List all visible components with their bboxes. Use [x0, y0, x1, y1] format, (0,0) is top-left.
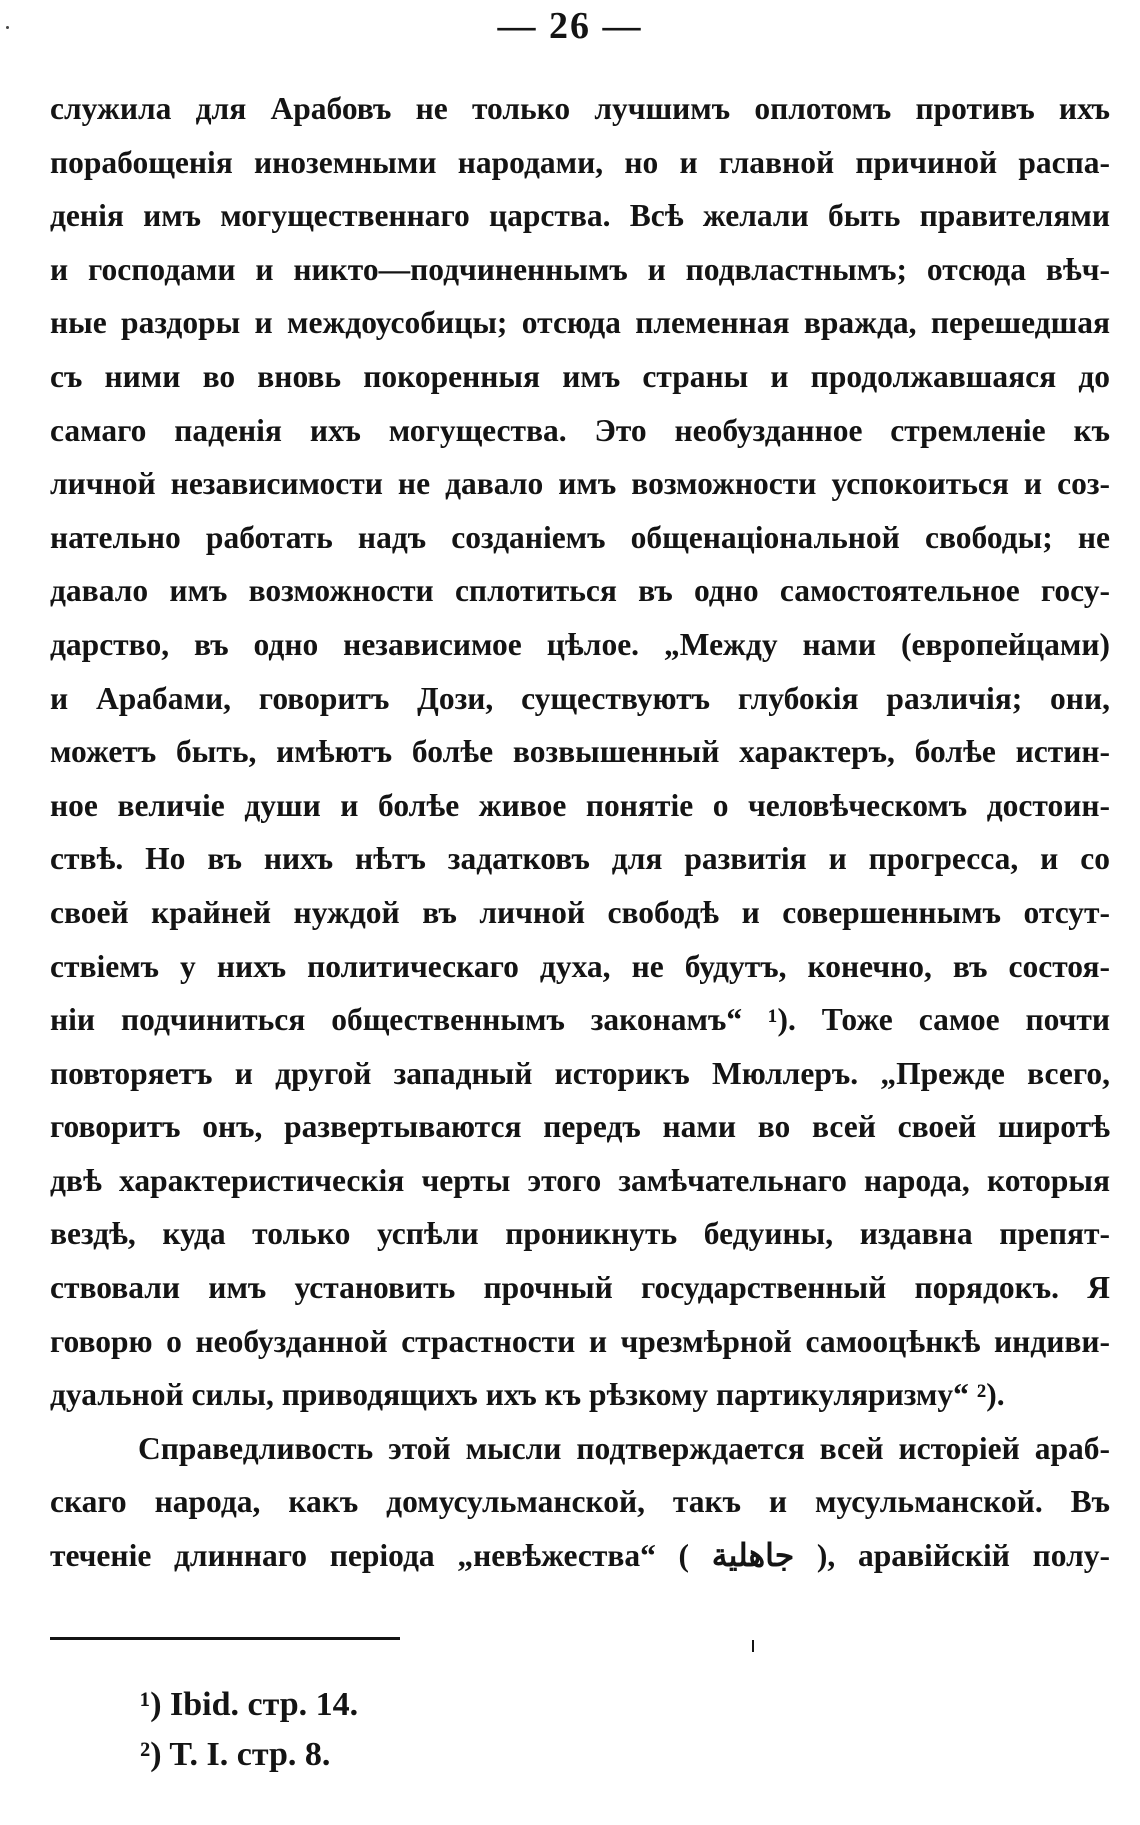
text-line: дуальной силы, приводящихъ ихъ къ рѣзкому партикуляризму“ ²). [50, 1377, 1005, 1413]
text-line: говоритъ онъ, развертываются передъ нами во всей своей широтѣ [50, 1109, 1110, 1145]
text-line: и господами и никто—подчиненнымъ и подвластнымъ; отсюда вѣч- [50, 251, 1110, 287]
text-line: ніи подчиниться общественнымъ законамъ“ ¹). Тоже самое почти [50, 1002, 1110, 1038]
text-line: нательно работать надъ созданіемъ общенаціональной свободы; не [50, 519, 1110, 555]
main-text [50, 82, 1110, 1583]
text-line: съ ними во вновь покоренныя имъ страны и продолжавшаяся до [50, 358, 1110, 394]
text-line: денія имъ могущественнаго царства. Всѣ желали быть правителями [50, 198, 1110, 234]
text-line: ствіемъ у нихъ политическаго духа, не будутъ, конечно, въ состоя- [50, 948, 1110, 984]
page-number: — 26 — [497, 5, 643, 47]
text-line: вездѣ, куда только успѣли проникнуть бедуины, издавна препят- [50, 1216, 1110, 1252]
text-line: дарство, въ одно независимое цѣлое. „Между нами (европейцами) [50, 626, 1110, 662]
text-line: ные раздоры и междоусобицы; отсюда племенная вражда, перешедшая [50, 305, 1110, 341]
text-line: служила для Арабовъ не только лучшимъ оплотомъ противъ ихъ [50, 91, 1110, 126]
text-line: скаго народа, какъ домусульманской, такъ и мусульманской. Въ [50, 1484, 1110, 1520]
text-line: давало имъ возможности сплотиться въ одно самостоятельное госу- [50, 573, 1110, 609]
text-line: и Арабами, говоритъ Дози, существуютъ глубокія различія; они, [50, 680, 1110, 716]
footnotes [140, 1680, 358, 1780]
text-line: теченіе длиннаго періода „невѣжества“ ( جاهلية ), аравійскій полу- [50, 1538, 1111, 1574]
text-line: говорю о необузданной страстности и чрезмѣрной самооцѣнкѣ индиви- [50, 1323, 1110, 1359]
scan-mark [752, 1640, 754, 1652]
text-line: Справедливость этой мысли подтверждается всей исторіей араб- [138, 1430, 1110, 1466]
footnote-1: ¹) Ibid. стр. 14. [140, 1686, 359, 1723]
text-line: двѣ характеристическія черты этого замѣчательнаго народа, которыя [50, 1162, 1110, 1198]
text-line: ствѣ. Но въ нихъ нѣтъ задатковъ для развитія и прогресса, и со [50, 841, 1110, 877]
text-line: ное величіе души и болѣе живое понятіе о человѣческомъ достоин- [50, 787, 1110, 823]
text-line: личной независимости не давало имъ возможности успокоиться и соз- [50, 466, 1110, 502]
footnote-2: ²) T. I. стр. 8. [140, 1736, 331, 1773]
text-line: повторяетъ и другой западный историкъ Мюллеръ. „Прежде всего, [50, 1055, 1110, 1091]
footnote-divider [50, 1637, 400, 1640]
text-line: можетъ быть, имѣютъ болѣе возвышенный характеръ, болѣе истин- [50, 734, 1110, 770]
text-line: своей крайней нуждой въ личной свободѣ и совершеннымъ отсут- [50, 894, 1110, 930]
text-line: порабощенія иноземными народами, но и главной причиной распа- [50, 144, 1110, 180]
text-line: ствовали имъ установить прочный государственный порядокъ. Я [50, 1270, 1110, 1306]
text-line: самаго паденія ихъ могущества. Это необузданное стремленіе къ [50, 412, 1110, 448]
